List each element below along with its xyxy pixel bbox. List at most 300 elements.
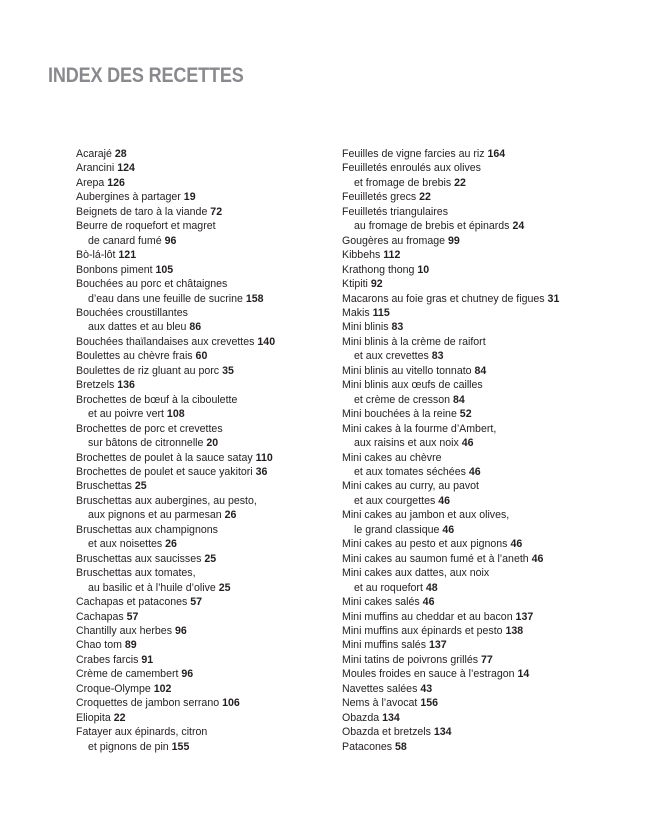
recipe-name [342, 682, 632, 696]
recipe-name [342, 335, 632, 349]
page-number: 99 [448, 234, 460, 247]
recipe-name [342, 422, 632, 436]
page-number: 20 [206, 437, 219, 450]
recipe-name-continuation [342, 465, 632, 479]
index-entry [76, 624, 336, 638]
recipe-text: Krathong thong [342, 263, 415, 276]
page-number: 22 [454, 176, 466, 189]
page-number: 84 [452, 393, 465, 406]
page-number: 124 [117, 162, 135, 175]
page-number: 164 [487, 148, 506, 160]
recipe-name [342, 566, 632, 580]
recipe-text: Mini muffins salés [342, 639, 426, 652]
page-number: 72 [210, 205, 223, 218]
recipe-name-continuation [76, 740, 336, 754]
index-entry [342, 422, 632, 451]
recipe-text: Arancini [76, 162, 115, 175]
recipe-text: au basilic et à l’huile d’olive [88, 581, 216, 594]
recipe-name [76, 624, 336, 638]
recipe-text: Feuilletés grecs [342, 191, 417, 204]
recipe-text: Navettes salées [342, 682, 418, 695]
recipe-text: aux dattes et au bleu [88, 321, 187, 334]
recipe-name [342, 624, 632, 638]
recipe-text: aux pignons et au parmesan [88, 509, 222, 522]
page-number: 102 [153, 682, 172, 695]
recipe-name [342, 451, 632, 465]
index-entry [76, 306, 336, 335]
page-number: 96 [181, 668, 194, 681]
recipe-text: Mini muffins aux épinards et pesto [342, 624, 503, 637]
recipe-text: Chao tom [76, 639, 122, 652]
page-number: 91 [141, 653, 154, 666]
index-entry [342, 696, 632, 710]
recipe-text: Beurre de roquefort et magret [76, 220, 216, 233]
recipe-text: Boulettes de riz gluant au porc [76, 364, 220, 377]
index-entry [342, 479, 632, 508]
page-number: 140 [257, 335, 276, 348]
index-entry [342, 364, 632, 378]
recipe-name [342, 725, 632, 739]
recipe-name [342, 479, 632, 493]
recipe-text: Feuilles de vigne farcies au riz [342, 148, 485, 160]
recipe-name-continuation [342, 349, 632, 363]
recipe-text: Moules froides en sauce à l’estragon [342, 668, 515, 681]
recipe-text: Eliopita [76, 711, 111, 724]
recipe-text: Bruschettas aux aubergines, au pesto, [76, 494, 257, 507]
index-entry [76, 667, 336, 681]
recipe-text: Mini cakes à la fourme d’Ambert, [342, 422, 497, 435]
recipe-name-continuation [342, 436, 632, 450]
recipe-text: et fromage de brebis [354, 176, 452, 189]
recipe-text: Brochettes de porc et crevettes [76, 422, 223, 435]
page-number: 46 [442, 523, 455, 536]
recipe-text: aux raisins et aux noix [354, 437, 459, 450]
index-entry [342, 740, 632, 754]
recipe-name [342, 667, 632, 681]
index-entry [342, 263, 632, 277]
recipe-name [342, 147, 632, 161]
index-entry [76, 349, 336, 363]
page-number: 24 [512, 220, 525, 233]
recipe-name-continuation [342, 393, 632, 407]
page-number: 25 [134, 480, 147, 493]
recipe-name-continuation [76, 407, 336, 421]
index-column-right [342, 147, 632, 754]
recipe-text: Mini blinis [342, 321, 389, 334]
index-entry [342, 306, 632, 320]
recipe-text: Bouchées croustillantes [76, 306, 188, 319]
recipe-text: Cachapas et patacones [76, 596, 188, 609]
index-entry [76, 190, 336, 204]
page-number: 115 [372, 306, 390, 319]
recipe-text: au fromage de brebis et épinards [354, 220, 510, 233]
index-entry [342, 335, 632, 364]
index-entry [342, 667, 632, 681]
index-entry [76, 147, 336, 161]
recipe-text: et pignons de pin [88, 740, 169, 753]
recipe-text: et au poivre vert [88, 408, 164, 421]
recipe-text: Kibbehs [342, 249, 381, 262]
recipe-name [76, 610, 336, 624]
recipe-name [76, 479, 336, 493]
index-entry [342, 537, 632, 551]
recipe-text: Crabes farcis [76, 653, 139, 666]
recipe-text: Mini cakes au curry, au pavot [342, 480, 479, 493]
page-number: 134 [382, 711, 400, 724]
recipe-name [76, 494, 336, 508]
page-number: 36 [255, 465, 268, 478]
recipe-name [76, 696, 336, 710]
recipe-text: Bouchées au porc et châtaignes [76, 278, 228, 291]
recipe-text: Patacones [342, 740, 393, 753]
recipe-text: de canard fumé [88, 234, 162, 247]
index-entry [76, 638, 336, 652]
recipe-name [342, 320, 632, 334]
page-number: 136 [117, 379, 135, 392]
recipe-name [342, 638, 632, 652]
recipe-text: Mini muffins au cheddar et au bacon [342, 610, 513, 623]
index-entry [76, 725, 336, 754]
recipe-name-continuation [76, 234, 336, 248]
index-entry [76, 566, 336, 595]
page-number: 22 [419, 191, 431, 204]
page-number: 26 [165, 538, 177, 551]
recipe-text: Mini tatins de poivrons grillés [342, 653, 479, 666]
recipe-text: Bò-lá-lôt [76, 249, 116, 262]
page-number: 83 [391, 321, 404, 334]
recipe-name [76, 219, 336, 233]
recipe-name [76, 306, 336, 320]
recipe-text: Brochettes de bœuf à la ciboulette [76, 393, 238, 406]
recipe-text: Obazda et bretzels [342, 726, 431, 739]
recipe-name [76, 711, 336, 725]
page-number: 31 [547, 292, 560, 305]
index-entry [342, 378, 632, 407]
page-number: 137 [515, 610, 534, 623]
recipe-text: Bruschettas aux tomates, [76, 567, 196, 580]
page-number: 138 [505, 624, 524, 637]
recipe-name-continuation [76, 320, 336, 334]
recipe-text: Mini bouchées à la reine [342, 408, 457, 421]
recipe-text: et aux tomates séchées [354, 465, 466, 478]
recipe-text: Mini cakes au saumon fumé et à l’aneth [342, 552, 529, 565]
recipe-name [76, 277, 336, 291]
page-number: 108 [166, 408, 185, 421]
recipe-text: le grand classique [354, 523, 440, 536]
recipe-text: Croquettes de jambon serrano [76, 697, 220, 710]
page-number: 46 [531, 552, 544, 565]
index-entry [76, 494, 336, 523]
index-entry [76, 696, 336, 710]
recipe-name [76, 682, 336, 696]
recipe-text: Bonbons piment [76, 263, 153, 276]
recipe-text: Brochettes de poulet et sauce yakitori [76, 465, 253, 478]
page-number: 134 [433, 726, 452, 739]
page-number: 112 [383, 249, 401, 262]
recipe-name [342, 537, 632, 551]
recipe-text: Arepa [76, 176, 105, 189]
recipe-text: Beignets de taro à la viande [76, 205, 208, 218]
index-entry [342, 653, 632, 667]
recipe-name [342, 711, 632, 725]
page-number: 46 [510, 538, 523, 551]
recipe-name [76, 566, 336, 580]
recipe-name [342, 653, 632, 667]
index-entry [342, 451, 632, 480]
index-entry [76, 451, 336, 465]
recipe-name [76, 349, 336, 363]
recipe-name [76, 147, 336, 161]
index-entry [342, 205, 632, 234]
index-entry [76, 219, 336, 248]
index-entry [342, 566, 632, 595]
recipe-name-continuation [76, 581, 336, 595]
index-entry [76, 465, 336, 479]
recipe-text: Mini cakes aux dattes, aux noix [342, 567, 490, 580]
recipe-text: Crème de camembert [76, 668, 179, 681]
recipe-text: Ktipiti [342, 278, 368, 291]
page-number: 28 [114, 148, 127, 160]
recipe-name [342, 552, 632, 566]
recipe-text: Mini cakes salés [342, 596, 420, 609]
recipe-name [342, 508, 632, 522]
recipe-text: Acarajé [76, 148, 112, 160]
page-number: 43 [420, 682, 433, 695]
recipe-name [342, 378, 632, 392]
recipe-name [342, 190, 632, 204]
index-entry [342, 682, 632, 696]
recipe-text: Bouchées thaïlandaises aux crevettes [76, 335, 255, 348]
recipe-name [76, 552, 336, 566]
recipe-name [342, 610, 632, 624]
index-entry [76, 176, 336, 190]
recipe-text: Mini cakes au pesto et aux pignons [342, 538, 508, 551]
page-number: 105 [155, 263, 174, 276]
page-number: 92 [370, 278, 383, 291]
recipe-name [76, 364, 336, 378]
recipe-text: et aux crevettes [354, 350, 429, 363]
recipe-name-continuation [342, 219, 632, 233]
index-entry [342, 161, 632, 190]
recipe-text: et au roquefort [354, 581, 423, 594]
recipe-name [342, 277, 632, 291]
recipe-name [76, 378, 336, 392]
index-entry [76, 161, 336, 175]
index-entry [342, 147, 632, 161]
recipe-text: et aux courgettes [354, 494, 436, 507]
index-entry [342, 508, 632, 537]
recipe-name [76, 465, 336, 479]
page-number: 25 [204, 552, 217, 565]
index-entry [76, 523, 336, 552]
recipe-text: Bruschettas [76, 480, 132, 493]
page-number: 60 [195, 350, 208, 363]
recipe-name [342, 696, 632, 710]
recipe-text: Mini cakes au chèvre [342, 451, 442, 464]
index-column-left [76, 147, 336, 754]
recipe-name [342, 306, 632, 320]
recipe-name [76, 653, 336, 667]
recipe-name [76, 667, 336, 681]
recipe-name-continuation [342, 176, 632, 190]
recipe-name [76, 451, 336, 465]
recipe-text: Obazda [342, 711, 380, 724]
page-number: 35 [222, 364, 234, 377]
page-number: 46 [468, 465, 481, 478]
recipe-name [342, 161, 632, 175]
recipe-text: Macarons au foie gras et chutney de figues [342, 292, 545, 305]
page-number: 96 [164, 234, 177, 247]
page-number: 46 [438, 494, 451, 507]
page-number: 14 [517, 668, 530, 681]
recipe-name [342, 234, 632, 248]
page-number: 158 [245, 292, 264, 305]
page-number: 89 [124, 639, 137, 652]
recipe-text: Feuilletés triangulaires [342, 205, 448, 218]
recipe-name-continuation [76, 537, 336, 551]
page-number: 77 [480, 653, 493, 666]
recipe-name-continuation [76, 508, 336, 522]
page-number: 110 [255, 451, 273, 464]
recipe-name [76, 248, 336, 262]
page-number: 156 [420, 697, 439, 710]
recipe-text: Fatayer aux épinards, citron [76, 726, 208, 739]
index-entry [76, 378, 336, 392]
recipe-name [342, 364, 632, 378]
recipe-text: Mini blinis à la crème de raifort [342, 335, 486, 348]
recipe-name [76, 595, 336, 609]
page-number: 126 [107, 176, 125, 189]
recipe-name-continuation [342, 581, 632, 595]
index-entry [342, 292, 632, 306]
page-number: 58 [395, 740, 407, 753]
index-entry [76, 364, 336, 378]
page-number: 83 [431, 350, 444, 363]
index-entry [342, 407, 632, 421]
page-number: 155 [171, 740, 190, 753]
index-entry [342, 595, 632, 609]
index-entry [76, 711, 336, 725]
index-entry [342, 610, 632, 624]
recipe-text: Bruschettas aux saucisses [76, 552, 202, 565]
index-entry [76, 479, 336, 493]
page-number: 96 [174, 624, 187, 637]
recipe-text: Mini cakes au jambon et aux olives, [342, 509, 510, 522]
recipe-text: et aux noisettes [88, 538, 163, 551]
index-entry [342, 711, 632, 725]
index-entry [342, 624, 632, 638]
index-entry [76, 595, 336, 609]
index-entry [76, 682, 336, 696]
recipe-text: Mini blinis aux œufs de cailles [342, 379, 483, 392]
page-number: 52 [459, 408, 472, 421]
index-entry [342, 234, 632, 248]
recipe-name [76, 725, 336, 739]
recipe-text: Croque-Olympe [76, 682, 151, 695]
index-entry [342, 320, 632, 334]
page-number: 57 [190, 596, 203, 609]
page-number: 137 [428, 639, 447, 652]
recipe-text: et crème de cresson [354, 393, 450, 406]
recipe-text: Chantilly aux herbes [76, 624, 172, 637]
recipe-name [76, 190, 336, 204]
index-entry [76, 248, 336, 262]
recipe-name [76, 205, 336, 219]
recipe-name-continuation [342, 494, 632, 508]
recipe-name-continuation [76, 292, 336, 306]
recipe-name [342, 248, 632, 262]
recipe-text: Nems à l’avocat [342, 697, 418, 710]
recipe-name [76, 335, 336, 349]
recipe-text: Boulettes au chèvre frais [76, 350, 193, 363]
page-number: 46 [461, 437, 474, 450]
recipe-text: Bretzels [76, 379, 115, 392]
index-entry [76, 205, 336, 219]
index-entry [342, 190, 632, 204]
page-number: 22 [113, 711, 126, 724]
page-number: 121 [118, 249, 137, 262]
recipe-name [76, 523, 336, 537]
recipe-text: Aubergines à partager [76, 191, 181, 204]
page-number: 48 [425, 581, 438, 594]
recipe-name-continuation [342, 523, 632, 537]
recipe-name [342, 740, 632, 754]
recipe-text: Feuilletés enroulés aux olives [342, 162, 481, 175]
recipe-name [76, 422, 336, 436]
recipe-text: Mini blinis au vitello tonnato [342, 364, 472, 377]
recipe-name [76, 393, 336, 407]
page-number: 86 [189, 321, 202, 334]
page-number: 19 [183, 191, 196, 204]
recipe-name [76, 161, 336, 175]
recipe-text: d’eau dans une feuille de sucrine [88, 292, 243, 305]
page-number: 106 [222, 697, 240, 710]
index-entry [76, 610, 336, 624]
recipe-text: Bruschettas aux champignons [76, 523, 218, 536]
recipe-name [342, 595, 632, 609]
recipe-name [342, 407, 632, 421]
index-entry [76, 335, 336, 349]
index-entry [342, 725, 632, 739]
recipe-text: Cachapas [76, 610, 124, 623]
index-entry [76, 263, 336, 277]
recipe-name-continuation [76, 436, 336, 450]
page-number: 10 [417, 263, 430, 276]
recipe-name [342, 263, 632, 277]
index-entry [76, 422, 336, 451]
page-number: 84 [474, 364, 487, 377]
recipe-name [76, 263, 336, 277]
index-entry [76, 653, 336, 667]
recipe-name [342, 292, 632, 306]
page-number: 26 [224, 509, 237, 522]
recipe-name [76, 176, 336, 190]
page-title: INDEX DES RECETTES [48, 64, 244, 87]
recipe-text: sur bâtons de citronnelle [88, 437, 204, 450]
page-number: 46 [422, 596, 435, 609]
index-entry [76, 277, 336, 306]
recipe-name [342, 205, 632, 219]
recipe-name [76, 638, 336, 652]
index-entry [76, 393, 336, 422]
recipe-text: Gougères au fromage [342, 234, 446, 247]
recipe-text: Brochettes de poulet à la sauce satay [76, 451, 253, 464]
index-entry [342, 552, 632, 566]
index-entry [76, 552, 336, 566]
page-number: 25 [218, 581, 231, 594]
index-entry [342, 248, 632, 262]
recipe-text: Makis [342, 306, 370, 319]
